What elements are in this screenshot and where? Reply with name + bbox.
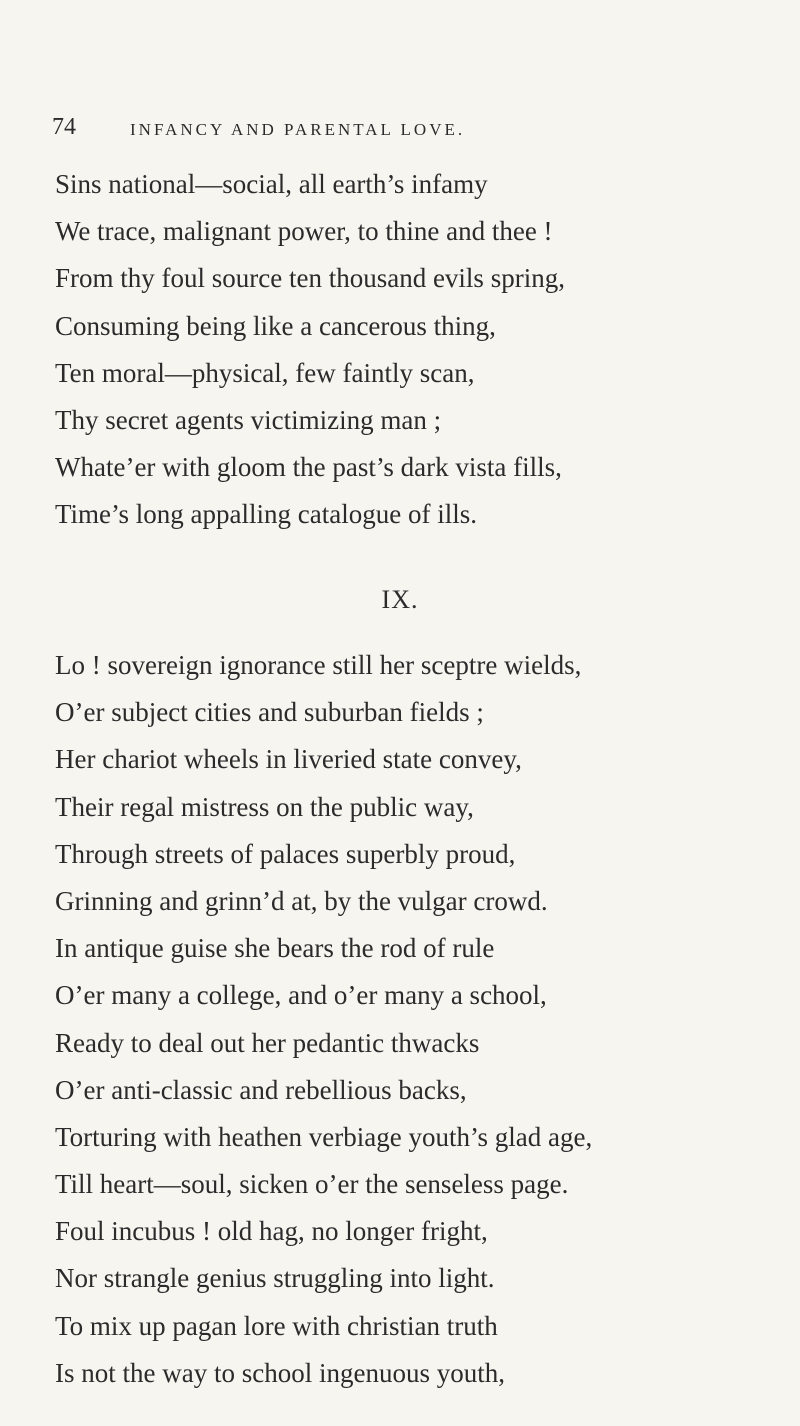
poem-stanza-bottom bbox=[55, 647, 592, 1402]
poem-line: Till heart—soul, sicken o’er the senseless page. bbox=[55, 1169, 569, 1200]
poem-stanza-top bbox=[55, 166, 565, 544]
poem-line: Torturing with heathen verbiage youth’s glad age, bbox=[55, 1121, 593, 1152]
poem-line: O’er anti-classic and rebellious backs, bbox=[55, 1074, 467, 1105]
poem-line: To mix up pagan lore with christian truth bbox=[55, 1310, 498, 1341]
poem-line: Nor strangle genius struggling into light. bbox=[55, 1263, 495, 1294]
poem-line: Lo ! sovereign ignorance still her sceptre wields, bbox=[55, 650, 582, 680]
poem-line: Her chariot wheels in liveried state convey, bbox=[55, 744, 522, 775]
page-header bbox=[52, 112, 772, 152]
poem-line: We trace, malignant power, to thine and thee ! bbox=[55, 216, 553, 247]
poem-line: Time’s long appalling catalogue of ills. bbox=[55, 499, 477, 530]
poem-line: Ten moral—physical, few faintly scan, bbox=[55, 357, 475, 388]
page-number: 74 bbox=[52, 114, 76, 140]
poem-line: Through streets of palaces superbly proud, bbox=[55, 838, 516, 869]
section-number: IX. bbox=[381, 585, 419, 614]
poem-line: Grinning and grinn’d at, by the vulgar crowd. bbox=[55, 885, 548, 916]
poem-line: Ready to deal out her pedantic thwacks bbox=[55, 1027, 480, 1058]
poem-line: O’er subject cities and suburban fields ; bbox=[55, 697, 484, 728]
poem-line: Thy secret agents victimizing man ; bbox=[55, 404, 442, 435]
poem-line: Is not the way to school ingenuous youth, bbox=[55, 1357, 505, 1388]
poem-line: Sins national—social, all earth’s infamy bbox=[55, 169, 488, 199]
poem-line: Their regal mistress on the public way, bbox=[55, 791, 474, 822]
poem-line: From thy foul source ten thousand evils spring, bbox=[55, 263, 565, 294]
poem-line: Whate’er with gloom the past’s dark vista fills, bbox=[55, 452, 562, 483]
poem-line: Consuming being like a cancerous thing, bbox=[55, 310, 496, 341]
poem-line: Foul incubus ! old hag, no longer fright, bbox=[55, 1216, 488, 1247]
poem-line: In antique guise she bears the rod of rule bbox=[55, 933, 495, 964]
poem-line: O’er many a college, and o’er many a school, bbox=[55, 980, 547, 1011]
running-head: INFANCY AND PARENTAL LOVE. bbox=[130, 120, 466, 139]
